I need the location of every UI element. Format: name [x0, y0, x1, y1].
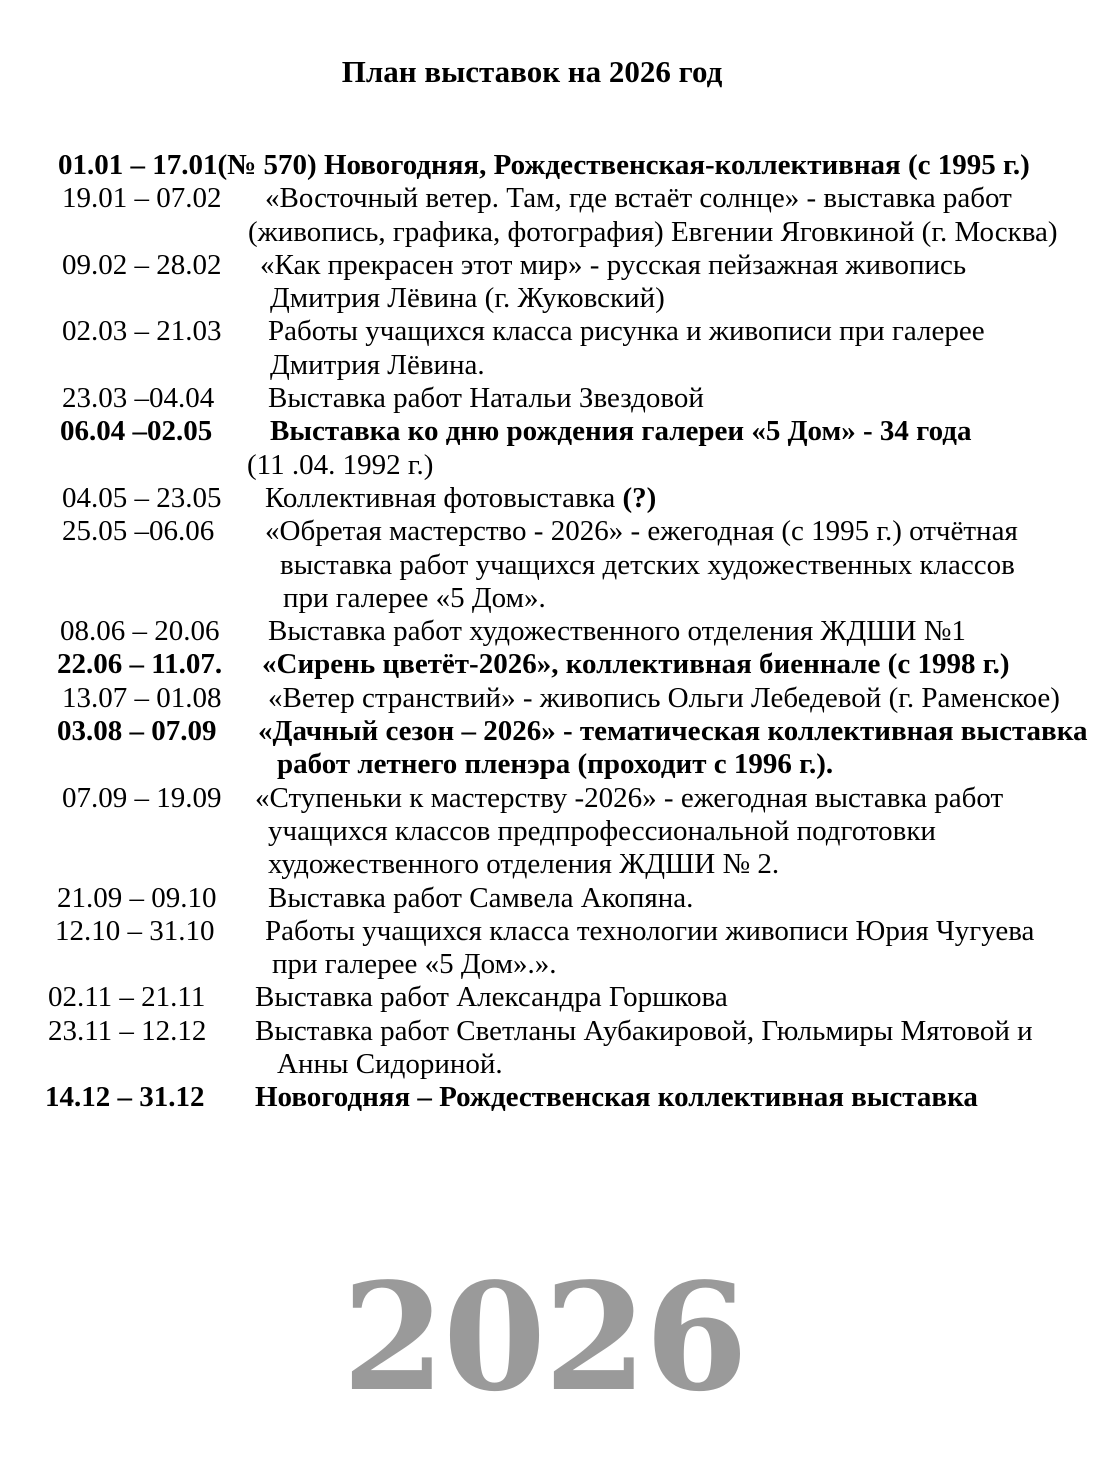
entry-text-line: Работы учащихся класса технологии живописи Юрия Чугуева [265, 914, 1035, 947]
entry-text-line: «Дачный сезон – 2026» - тематическая коллективная выставка [258, 715, 1088, 748]
entry-date: 04.05 – 23.05 [62, 481, 222, 514]
entry-text-line: Выставка работ художественного отделения ЖДШИ №1 [268, 615, 966, 648]
entry-date-cell [0, 981, 255, 1014]
entry-date-cell [0, 715, 255, 748]
entry-text-line: художественного отделения ЖДШИ № 2. [268, 848, 780, 881]
entry-description [255, 782, 1100, 882]
entry-date: 22.06 – 11.07. [57, 648, 223, 681]
schedule-entry [0, 882, 1100, 915]
entry-text-line: (№ 570) Новогодняя, Рождественская-коллективная (с 1995 г.) [217, 149, 1030, 181]
entry-date-cell [0, 1081, 255, 1114]
entry-text-line: «Как прекрасен этот мир» - русская пейзажная живопись [260, 248, 967, 281]
entry-description [255, 915, 1100, 982]
entry-date-cell [0, 249, 255, 282]
entry-date-cell [0, 315, 255, 348]
schedule-entry [0, 482, 1100, 515]
entry-text-line: «Восточный ветер. Там, где встаёт солнце» - выставка работ [265, 182, 1012, 215]
entry-description [255, 1015, 1100, 1082]
entry-text-line: Выставка работ Самвела Акопяна. [268, 881, 694, 914]
entry-date: 07.09 – 19.09 [62, 781, 222, 814]
entry-text-line: Новогодняя – Рождественская коллективная выставка [255, 1081, 978, 1114]
entry-date: 19.01 – 07.02 [62, 182, 222, 215]
schedule-entry [0, 382, 1100, 415]
entry-description [255, 515, 1100, 615]
entry-text-line: Дмитрия Лёвина (г. Жуковский) [270, 282, 665, 315]
entry-date: 02.03 – 21.03 [62, 315, 222, 348]
entry-text-line: «Ветер странствий» - живопись Ольги Лебедевой (г. Раменское) [268, 681, 1060, 714]
entry-date: 23.11 – 12.12 [48, 1014, 207, 1047]
entry-date: 09.02 – 28.02 [62, 248, 222, 281]
entry-date-cell [0, 682, 255, 715]
entry-text-line: (живопись, графика, фотография) Евгении Яговкиной (г. Москва) [248, 215, 1058, 248]
schedule-entry [0, 648, 1100, 681]
entry-date-cell [0, 382, 255, 415]
entry-text-bold-suffix: (?) [622, 481, 657, 514]
entry-description [255, 315, 1100, 382]
schedule-entry [0, 315, 1100, 382]
entry-date: 03.08 – 07.09 [57, 715, 217, 748]
entry-text-line: учащихся классов предпрофессиональной подготовки [268, 814, 936, 847]
schedule-entry [0, 249, 1100, 316]
schedule-entry [0, 149, 1100, 182]
entry-text-line: «Сирень цветёт-2026», коллективная биеннале (с 1998 г.) [262, 648, 1010, 681]
entry-date: 02.11 – 21.11 [48, 981, 206, 1014]
entry-description [248, 182, 1100, 249]
entry-text-line: Выставка работ Натальи Звездовой [268, 382, 704, 415]
entry-date-cell [0, 415, 255, 448]
entry-date: 08.06 – 20.06 [60, 615, 220, 648]
entry-text-line: Коллективная фотовыставка (?) [265, 481, 657, 514]
schedule-entry [0, 415, 1100, 482]
entry-date-cell [0, 182, 255, 215]
schedule-entry [0, 1081, 1100, 1114]
entry-date: 23.03 –04.04 [62, 382, 215, 415]
entry-description [255, 648, 1100, 681]
entry-text-line: «Ступеньки к мастерству -2026» - ежегодная выставка работ [255, 781, 1004, 814]
entry-description [255, 1081, 1100, 1114]
entry-date: 13.07 – 01.08 [62, 681, 222, 714]
entry-text-line: при галерее «5 Дом». [283, 581, 546, 614]
entry-date: 12.10 – 31.10 [55, 914, 215, 947]
schedule-entry [0, 1015, 1100, 1082]
entry-text-line: Анны Сидориной. [277, 1048, 503, 1081]
schedule-entry [0, 515, 1100, 615]
entry-description [255, 715, 1100, 782]
entry-text-line: Выставка ко дню рождения галереи «5 Дом» - 34 года [270, 415, 972, 448]
entry-description [255, 882, 1100, 915]
entry-description [255, 482, 1100, 515]
entry-date-cell [0, 648, 255, 681]
exhibition-schedule [0, 149, 1100, 1115]
entry-description [255, 382, 1100, 415]
entry-description [255, 615, 1100, 648]
entry-text-line: «Обретая мастерство - 2026» - ежегодная (с 1995 г.) отчётная [265, 515, 1018, 548]
entry-date-cell [0, 1015, 255, 1048]
entry-inline-line [58, 149, 1030, 182]
entry-date-cell [0, 915, 255, 948]
entry-text-line: Выставка работ Светланы Аубакировой, Гюльмиры Мятовой и [255, 1014, 1033, 1047]
entry-description [255, 249, 1100, 316]
entry-date-cell [0, 882, 255, 915]
entry-date-cell [0, 482, 255, 515]
entry-date: 21.09 – 09.10 [57, 881, 217, 914]
entry-text-line: выставка работ учащихся детских художественных классов [280, 548, 1015, 581]
schedule-entry [0, 981, 1100, 1014]
schedule-entry [0, 682, 1100, 715]
entry-date-cell [0, 782, 255, 815]
entry-text-line: при галерее «5 Дом».». [272, 948, 557, 981]
entry-text-line: Работы учащихся класса рисунка и живописи при галерее [268, 315, 985, 348]
entry-description [247, 415, 1100, 482]
schedule-entry [0, 182, 1100, 249]
page-title: План выставок на 2026 год [341, 54, 723, 89]
entry-date: 01.01 – 17.01 [58, 149, 218, 181]
entry-date: 06.04 –02.05 [60, 415, 213, 448]
entry-text-line: Выставка работ Александра Горшкова [255, 981, 728, 1014]
entry-text-line: работ летнего пленэра (проходит с 1996 г.). [277, 748, 834, 781]
year-watermark: 2026 [342, 1250, 746, 1424]
schedule-entry [0, 915, 1100, 982]
entry-date-cell [0, 515, 255, 548]
schedule-entry [0, 715, 1100, 782]
entry-text-line: (11 .04. 1992 г.) [247, 448, 434, 481]
entry-description [255, 981, 1100, 1014]
entry-description [255, 682, 1100, 715]
schedule-entry [0, 782, 1100, 882]
entry-date: 25.05 –06.06 [62, 515, 215, 548]
schedule-entry [0, 615, 1100, 648]
entry-text-line: Дмитрия Лёвина. [270, 348, 485, 381]
entry-date-cell [0, 615, 255, 648]
entry-date: 14.12 – 31.12 [45, 1081, 205, 1114]
